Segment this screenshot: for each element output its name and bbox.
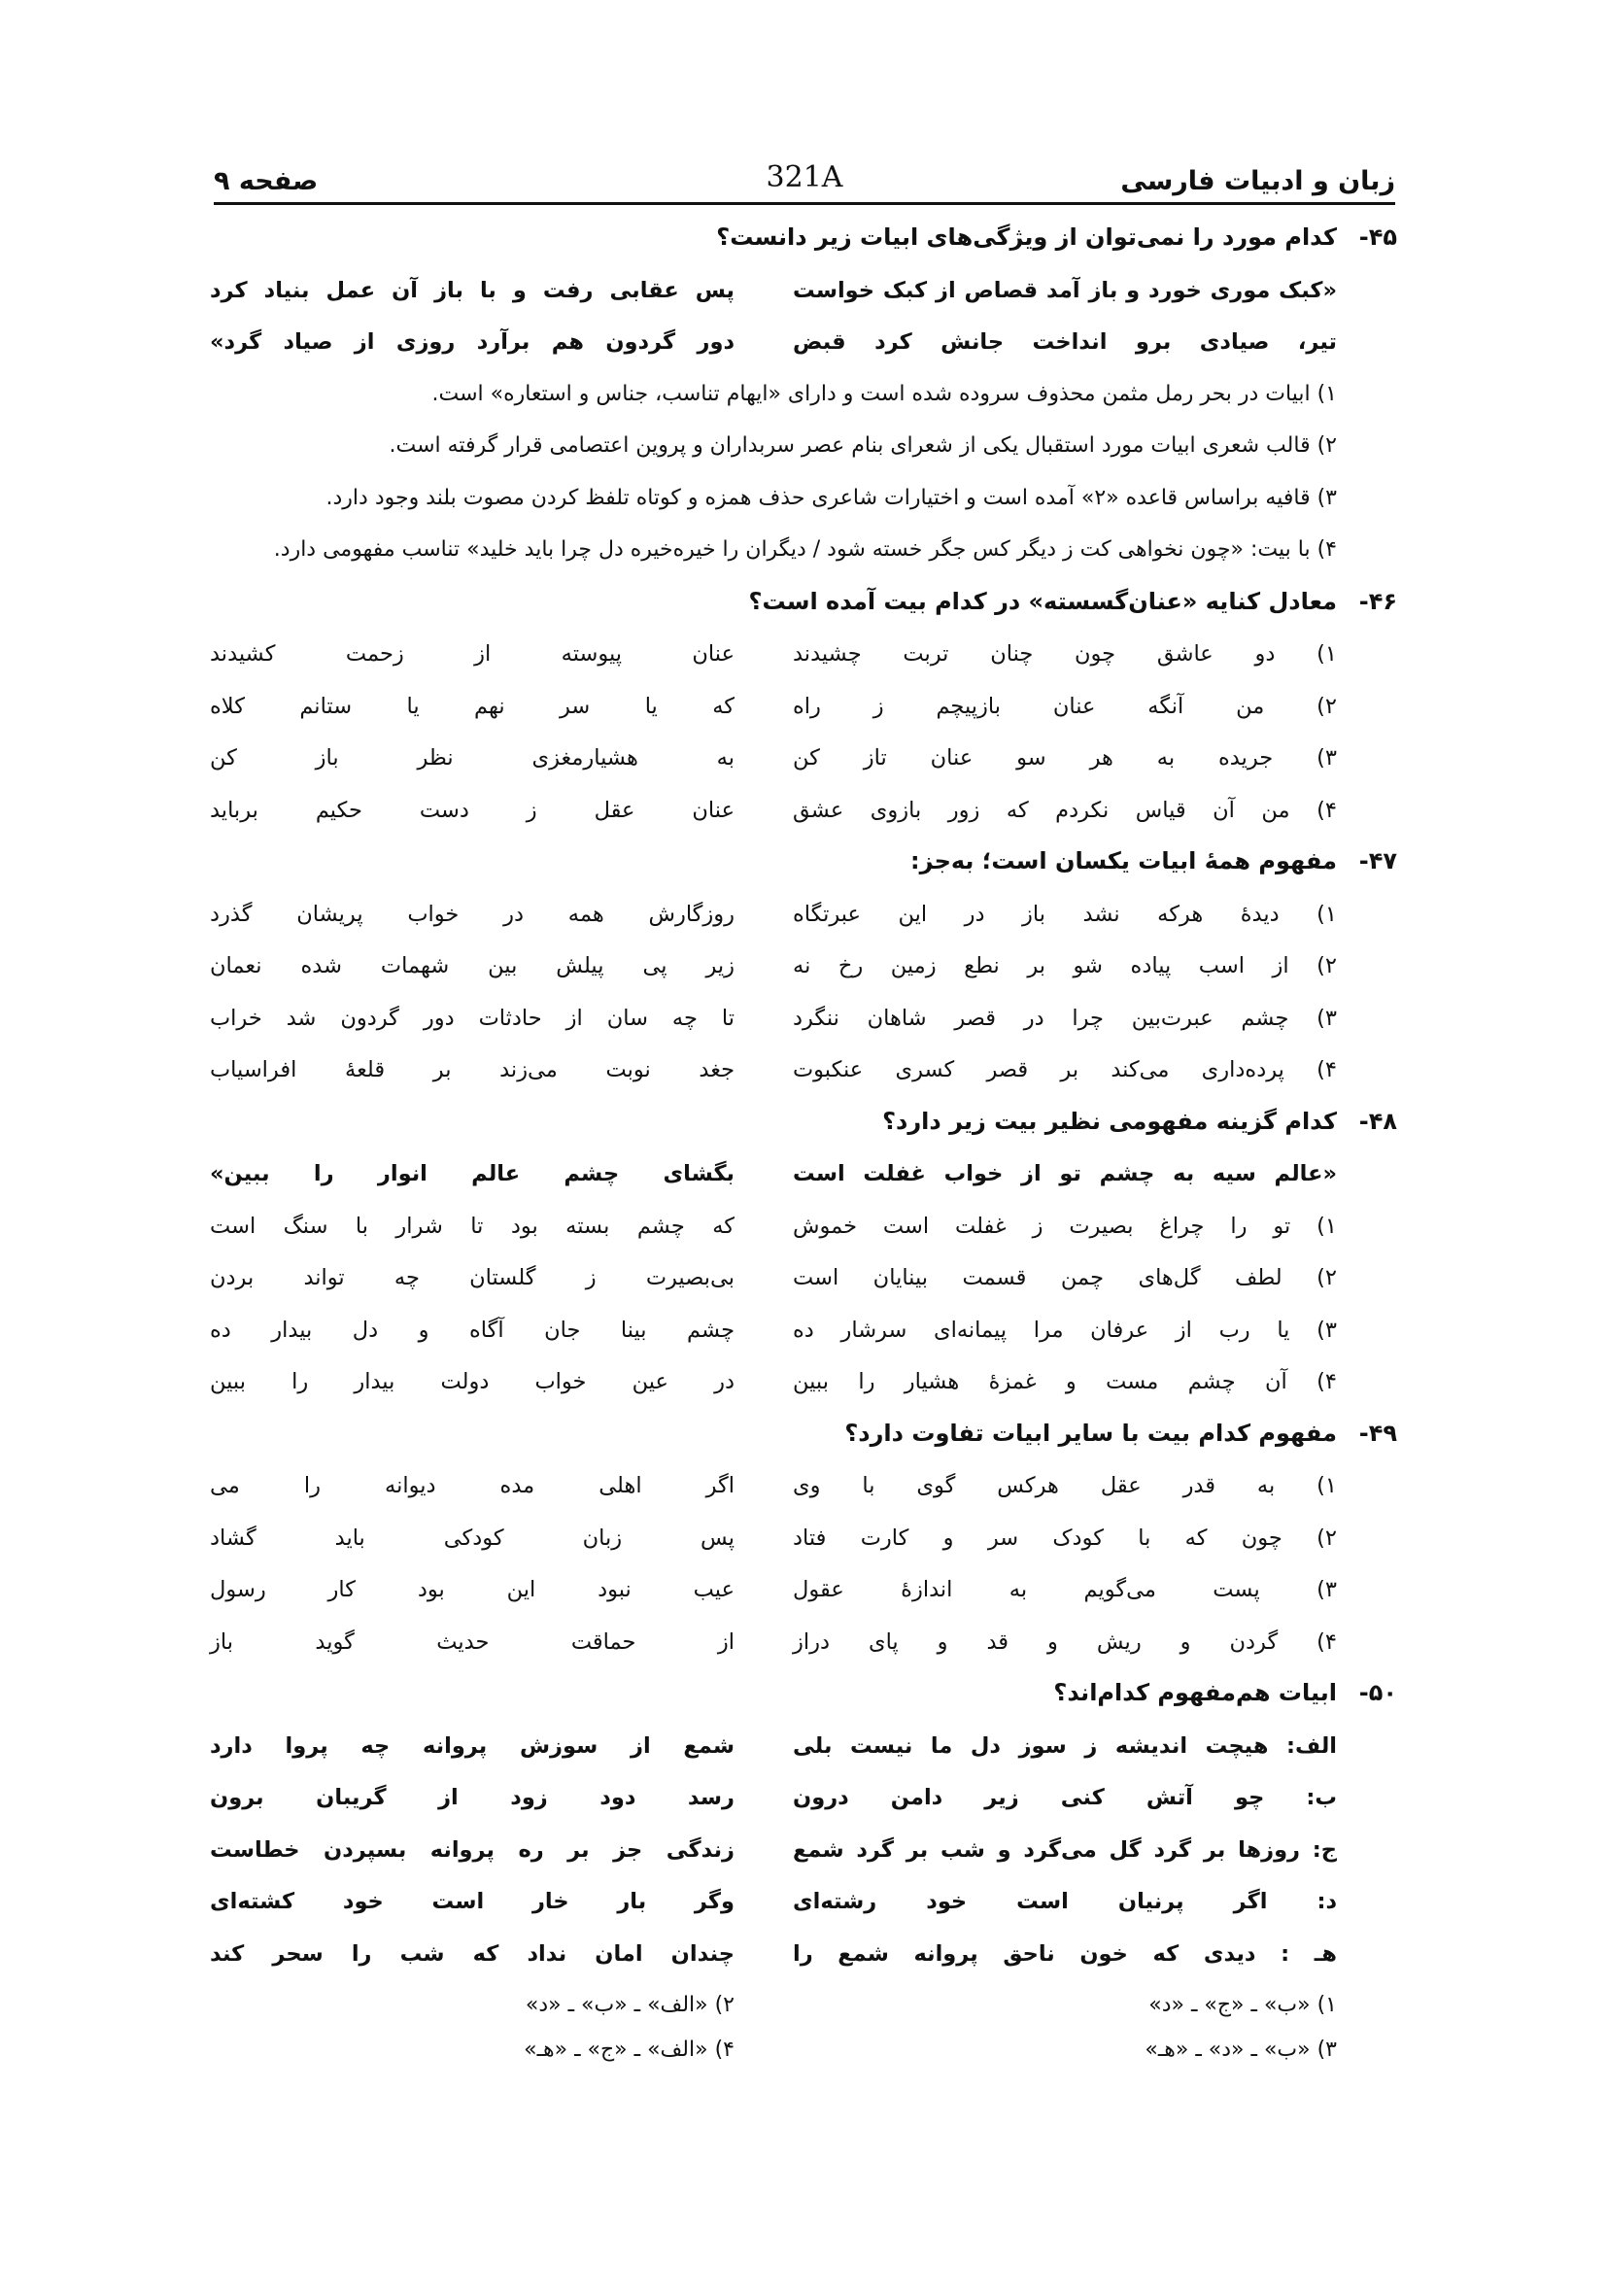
option-hemistich-2: اگر اهلی مده دیوانه را می	[210, 1473, 735, 1498]
option-hemistich-2: از حماقت حدیث گوید باز	[210, 1628, 735, 1655]
option-hemistich-2: روزگارش همه در خواب پریشان گذرد	[210, 901, 735, 927]
answer-option[interactable]: ۴) گردن و ریش و قد و پای دراز	[793, 1628, 1337, 1655]
answer-option[interactable]: ۳) «ب» ـ «د» ـ «هـ»	[1145, 2038, 1337, 2062]
option-row	[212, 1259, 1397, 1312]
option-row	[212, 376, 1397, 428]
verse-row	[212, 1883, 1397, 1936]
option-hemistich-2: پس زبان کودکی باید گشاد	[210, 1525, 735, 1551]
question-number: ۴۵-	[1358, 223, 1397, 251]
page-number: صفحه ۹	[214, 166, 319, 196]
question-48	[212, 1104, 1397, 1156]
verse-hemistich-1: تیر، صیادی برو انداخت جانش کرد قبض	[793, 329, 1337, 355]
question-stem: کدام گزینه مفهومی نظیر بیت زیر دارد؟	[882, 1107, 1337, 1135]
verse-hemistich-2: پس عقابی رفت و با باز آن عمل بنیاد کرد	[210, 277, 735, 303]
answer-option[interactable]: ۲) چون که با کودک سر و کارت فتاد	[793, 1525, 1337, 1551]
question-45	[212, 220, 1397, 272]
answer-option[interactable]: ۱) دیدهٔ هرکه نشد باز در این عبرتگاه	[793, 901, 1337, 927]
option-row	[212, 947, 1397, 1000]
answer-option[interactable]: ۱) تو را چراغ بصیرت ز غفلت است خموش	[793, 1213, 1337, 1239]
answer-option[interactable]: ۳) یا رب از عرفان مرا پیمانه‌ای سرشار ده	[793, 1317, 1337, 1343]
verse-hemistich-2: رسد دود زود از گریبان برون	[210, 1785, 735, 1810]
question-number: ۴۶-	[1358, 587, 1397, 615]
question-stem: مفهوم کدام بیت با سایر ابیات تفاوت دارد؟	[844, 1419, 1337, 1447]
option-row	[212, 792, 1397, 844]
answer-option[interactable]: ۱) ابیات در بحر رمل مثمن محذوف سروده شده است و دارای «ایهام تناسب، جناس و استعاره» است.	[431, 381, 1337, 406]
option-hemistich-2: بی‌بصیرت ز گلستان چه تواند بردن	[210, 1265, 735, 1290]
answer-row	[212, 1987, 1397, 2032]
option-row	[212, 635, 1397, 688]
verse-hemistich-2: دور گردون هم برآرد روزی از صیاد گرد»	[210, 329, 735, 355]
option-row	[212, 1208, 1397, 1260]
answer-option[interactable]: ۳) جریده به هر سو عنان تاز کن	[793, 745, 1337, 771]
option-row	[212, 1467, 1397, 1520]
question-47	[212, 843, 1397, 896]
verse-hemistich-2: بگشای چشم عالم انوار را ببین»	[210, 1161, 735, 1186]
verse-row	[212, 1779, 1397, 1832]
option-hemistich-2: عنان عقل ز دست حکیم برباید	[210, 797, 735, 823]
verse-hemistich-2: وگر بار خار است خود کشته‌ای	[210, 1889, 735, 1914]
option-row	[212, 480, 1397, 532]
answer-option[interactable]: ۴) آن چشم مست و غمزهٔ هشیار را ببین	[793, 1369, 1337, 1394]
header-divider	[214, 202, 1395, 205]
answer-option[interactable]: ۴) من آن قیاس نکردم که زور بازوی عشق	[793, 797, 1337, 823]
option-hemistich-2: جغد نوبت می‌زند بر قلعهٔ افراسیاب	[210, 1057, 735, 1082]
option-row	[212, 1000, 1397, 1052]
verse-hemistich-2: چندان امان نداد که شب را سحر کند	[210, 1940, 735, 1967]
verse-hemistich-1: هـ : دیدی که خون ناحق پروانه شمع را	[793, 1940, 1337, 1967]
option-row	[212, 1624, 1397, 1676]
verse-row	[212, 324, 1397, 376]
answer-option[interactable]: ۳) چشم عبرت‌بین چرا در قصر شاهان ننگرد	[793, 1005, 1337, 1031]
option-row	[212, 428, 1397, 480]
question-number: ۵۰-	[1358, 1679, 1397, 1706]
option-hemistich-2: تا چه سان از حادثات دور گردون شد خراب	[210, 1005, 735, 1031]
option-hemistich-2: در عین خواب دولت بیدار را ببین	[210, 1369, 735, 1394]
page-header	[214, 144, 1395, 196]
verse-hemistich-1: ج: روزها بر گرد گل می‌گرد و شب بر گرد شمع	[793, 1836, 1337, 1863]
question-stem: مفهوم همهٔ ابیات یکسان است؛ به‌جز:	[910, 847, 1337, 874]
answer-option[interactable]: ۲) «الف» ـ «ب» ـ «د»	[525, 1993, 735, 2017]
question-46	[212, 584, 1397, 636]
option-row	[212, 1051, 1397, 1104]
option-hemistich-2: زیر پی پیلش بین شهمات شده نعمان	[210, 953, 735, 978]
question-number: ۴۷-	[1358, 847, 1397, 874]
question-stem: ابیات هم‌مفهوم کدام‌اند؟	[1053, 1679, 1337, 1706]
answer-option[interactable]: ۲) از اسب پیاده شو بر نطع زمین رخ نه	[793, 953, 1337, 978]
verse-hemistich-2: زندگی جز بر ره پروانه بسپردن خطاست	[210, 1836, 735, 1863]
answer-option[interactable]: ۴) با بیت: «چون نخواهی کت ز دیگر کس جگر خسته شود / دیگران را خیره‌خیره دل چرا باید خلید» تناسب مفهومی دارد.	[273, 537, 1337, 562]
option-hemistich-2: به هشیارمغزی نظر باز کن	[210, 745, 735, 771]
question-stem: معادل کنایه «عنان‌گسسته» در کدام بیت آمده است؟	[748, 587, 1337, 615]
question-number: ۴۸-	[1358, 1107, 1397, 1135]
question-49	[212, 1416, 1397, 1468]
answer-option[interactable]: ۳) پست می‌گویم به اندازهٔ عقول	[793, 1577, 1337, 1602]
verse-row	[212, 1832, 1397, 1884]
option-row	[212, 1520, 1397, 1572]
questions	[212, 220, 1397, 2076]
answer-option[interactable]: ۳) قافیه براساس قاعده «۲» آمده است و اختیارات شاعری حذف همزه و کوتاه تلفظ کردن مصوت بلند وجود دارد.	[325, 485, 1337, 510]
answer-option[interactable]: ۲) قالب شعری ابیات مورد استقبال یکی از شعرای بنام عصر سربداران و پروین اعتصامی قرار گرفته است.	[389, 433, 1337, 458]
answer-option[interactable]: ۱) دو عاشق چون چنان تربت چشیدند	[793, 641, 1337, 667]
verse-hemistich-1: «کبک موری خورد و باز آمد قصاص از کبک خواست	[793, 277, 1337, 303]
verse-hemistich-2: شمع از سوزش پروانه چه پروا دارد	[210, 1732, 735, 1759]
question-stem: کدام مورد را نمی‌توان از ویژگی‌های ابیات زیر دانست؟	[716, 223, 1337, 251]
exam-code: 321A	[766, 160, 843, 194]
question-number: ۴۹-	[1358, 1419, 1397, 1447]
question-50	[212, 1675, 1397, 1728]
option-row	[212, 1571, 1397, 1624]
option-hemistich-2: که یا سر نهم یا ستانم کلاه	[210, 693, 735, 719]
option-row	[212, 1363, 1397, 1416]
verse-row	[212, 1936, 1397, 1988]
option-row	[212, 688, 1397, 740]
subject-title: زبان و ادبیات فارسی	[1120, 166, 1395, 196]
verse-row	[212, 1728, 1397, 1780]
answer-option[interactable]: ۱) به قدر عقل هرکس گوی با وی	[793, 1473, 1337, 1498]
answer-option[interactable]: ۱) «ب» ـ «ج» ـ «د»	[1148, 1993, 1337, 2017]
verse-hemistich-1: الف: هیچت اندیشه ز سوز دل ما نیست بلی	[793, 1732, 1337, 1759]
option-row	[212, 1312, 1397, 1364]
answer-option[interactable]: ۲) لطف گل‌های چمن قسمت بینایان است	[793, 1265, 1337, 1290]
answer-row	[212, 2032, 1397, 2076]
option-row	[212, 531, 1397, 584]
verse-row	[212, 1155, 1397, 1208]
verse-hemistich-1: د: اگر پرنیان است خود رشته‌ای	[793, 1889, 1337, 1914]
answer-option[interactable]: ۲) من آنگه عنان بازپیچم ز راه	[793, 693, 1337, 719]
answer-option[interactable]: ۴) «الف» ـ «ج» ـ «هـ»	[524, 2038, 735, 2062]
option-hemistich-2: چشم بینا جان آگاه و دل بیدار ده	[210, 1317, 735, 1343]
option-hemistich-2: عنان پیوسته از زحمت کشیدند	[210, 641, 735, 667]
option-row	[212, 739, 1397, 792]
option-hemistich-2: که چشم بسته بود تا شرار با سنگ است	[210, 1213, 735, 1239]
answer-option[interactable]: ۴) پرده‌داری می‌کند بر قصر کسری عنکبوت	[793, 1057, 1337, 1082]
option-row	[212, 896, 1397, 948]
option-hemistich-2: عیب نبود این بود کار رسول	[210, 1577, 735, 1602]
verse-row	[212, 272, 1397, 325]
verse-hemistich-1: ب: چو آتش کنی زیر دامن درون	[793, 1785, 1337, 1810]
verse-hemistich-1: «عالم سیه به چشم تو از خواب غفلت است	[793, 1161, 1337, 1186]
